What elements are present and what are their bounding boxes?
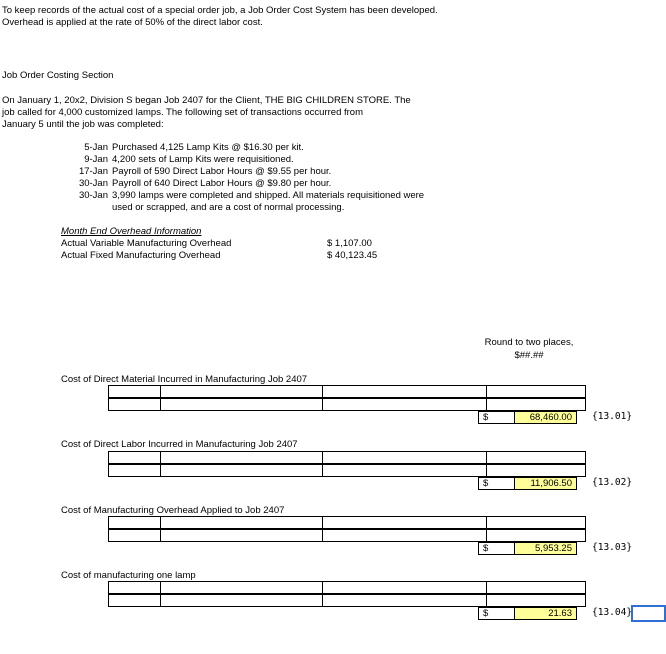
work-cell[interactable]	[108, 464, 161, 477]
transaction-desc: 3,990 lamps were completed and shipped. All materials requisitioned were	[112, 190, 425, 201]
work-cell[interactable]	[323, 516, 487, 529]
answer-field[interactable]: 21.63	[515, 607, 577, 620]
work-cell[interactable]	[487, 464, 586, 477]
work-cell[interactable]	[108, 529, 161, 542]
answer-field[interactable]: 68,460.00	[515, 411, 577, 424]
transaction-date: 30-Jan	[78, 190, 108, 201]
transaction-desc: Payroll of 590 Direct Labor Hours @ $9.55 per hour.	[112, 166, 332, 177]
work-cell[interactable]	[323, 594, 487, 607]
currency-cell: $	[478, 477, 515, 490]
transaction-date: 5-Jan	[84, 142, 108, 153]
transaction-desc: used or scrapped, and are a cost of normal processing.	[112, 202, 345, 213]
intro-line-2: Overhead is applied at the rate of 50% of the direct labor cost.	[2, 17, 263, 28]
overhead-fixed-label: Actual Fixed Manufacturing Overhead	[61, 250, 221, 261]
work-cell[interactable]	[108, 594, 161, 607]
overhead-variable-label: Actual Variable Manufacturing Overhead	[61, 238, 232, 249]
work-cell[interactable]	[487, 385, 586, 398]
currency-cell: $	[478, 411, 515, 424]
work-cell[interactable]	[487, 529, 586, 542]
question-code: {13.01}	[592, 411, 633, 422]
overhead-title: Month End Overhead Information	[61, 226, 202, 237]
rounding-note-line-2: $##.##	[514, 350, 544, 361]
scenario-line-2: job called for 4,000 customized lamps. The following set of transactions occurred from	[2, 107, 363, 118]
work-cell[interactable]	[161, 529, 323, 542]
work-cell[interactable]	[323, 451, 487, 464]
transaction-date: 17-Jan	[78, 166, 108, 177]
work-cell[interactable]	[323, 398, 487, 411]
scenario-line-1: On January 1, 20x2, Division S began Job 2407 for the Client, THE BIG CHILDREN STORE. The	[2, 95, 411, 106]
work-cell[interactable]	[161, 385, 323, 398]
overhead-variable-value: $ 1,107.00	[327, 238, 372, 249]
work-cell[interactable]	[161, 581, 323, 594]
work-cell[interactable]	[108, 516, 161, 529]
work-cell[interactable]	[108, 398, 161, 411]
scenario-line-3: January 5 until the job was completed:	[2, 119, 164, 130]
work-cell[interactable]	[487, 398, 586, 411]
work-cell[interactable]	[323, 581, 487, 594]
question-label: Cost of Direct Labor Incurred in Manufacturing Job 2407	[61, 439, 298, 450]
question-code: {13.04}	[592, 607, 633, 618]
intro-line-1: To keep records of the actual cost of a special order job, a Job Order Cost System has been developed.	[2, 5, 438, 16]
transaction-desc: Purchased 4,125 Lamp Kits @ $16.30 per kit.	[112, 142, 304, 153]
question-label: Cost of manufacturing one lamp	[61, 570, 196, 581]
currency-cell: $	[478, 542, 515, 555]
question-label: Cost of Direct Material Incurred in Manufacturing Job 2407	[61, 374, 308, 385]
rounding-note-line-1: Round to two places,	[484, 337, 574, 348]
selected-cell[interactable]	[631, 605, 666, 622]
question-label: Cost of Manufacturing Overhead Applied to Job 2407	[61, 505, 285, 516]
work-cell[interactable]	[487, 516, 586, 529]
transaction-desc: Payroll of 640 Direct Labor Hours @ $9.80 per hour.	[112, 178, 332, 189]
work-cell[interactable]	[161, 464, 323, 477]
section-title: Job Order Costing Section	[2, 70, 114, 81]
work-cell[interactable]	[161, 516, 323, 529]
work-cell[interactable]	[323, 529, 487, 542]
answer-field[interactable]: 5,953.25	[515, 542, 577, 555]
work-cell[interactable]	[108, 581, 161, 594]
transaction-desc: 4,200 sets of Lamp Kits were requisitioned.	[112, 154, 294, 165]
transaction-date: 30-Jan	[78, 178, 108, 189]
work-cell[interactable]	[161, 398, 323, 411]
overhead-fixed-value: $ 40,123.45	[327, 250, 378, 261]
work-cell[interactable]	[108, 451, 161, 464]
work-cell[interactable]	[161, 594, 323, 607]
question-code: {13.03}	[592, 542, 633, 553]
work-cell[interactable]	[487, 581, 586, 594]
work-cell[interactable]	[323, 464, 487, 477]
currency-cell: $	[478, 607, 515, 620]
question-code: {13.02}	[592, 477, 633, 488]
work-cell[interactable]	[161, 451, 323, 464]
work-cell[interactable]	[487, 451, 586, 464]
transaction-date: 9-Jan	[84, 154, 108, 165]
work-cell[interactable]	[108, 385, 161, 398]
work-cell[interactable]	[487, 594, 586, 607]
answer-field[interactable]: 11,906.50	[515, 477, 577, 490]
work-cell[interactable]	[323, 385, 487, 398]
